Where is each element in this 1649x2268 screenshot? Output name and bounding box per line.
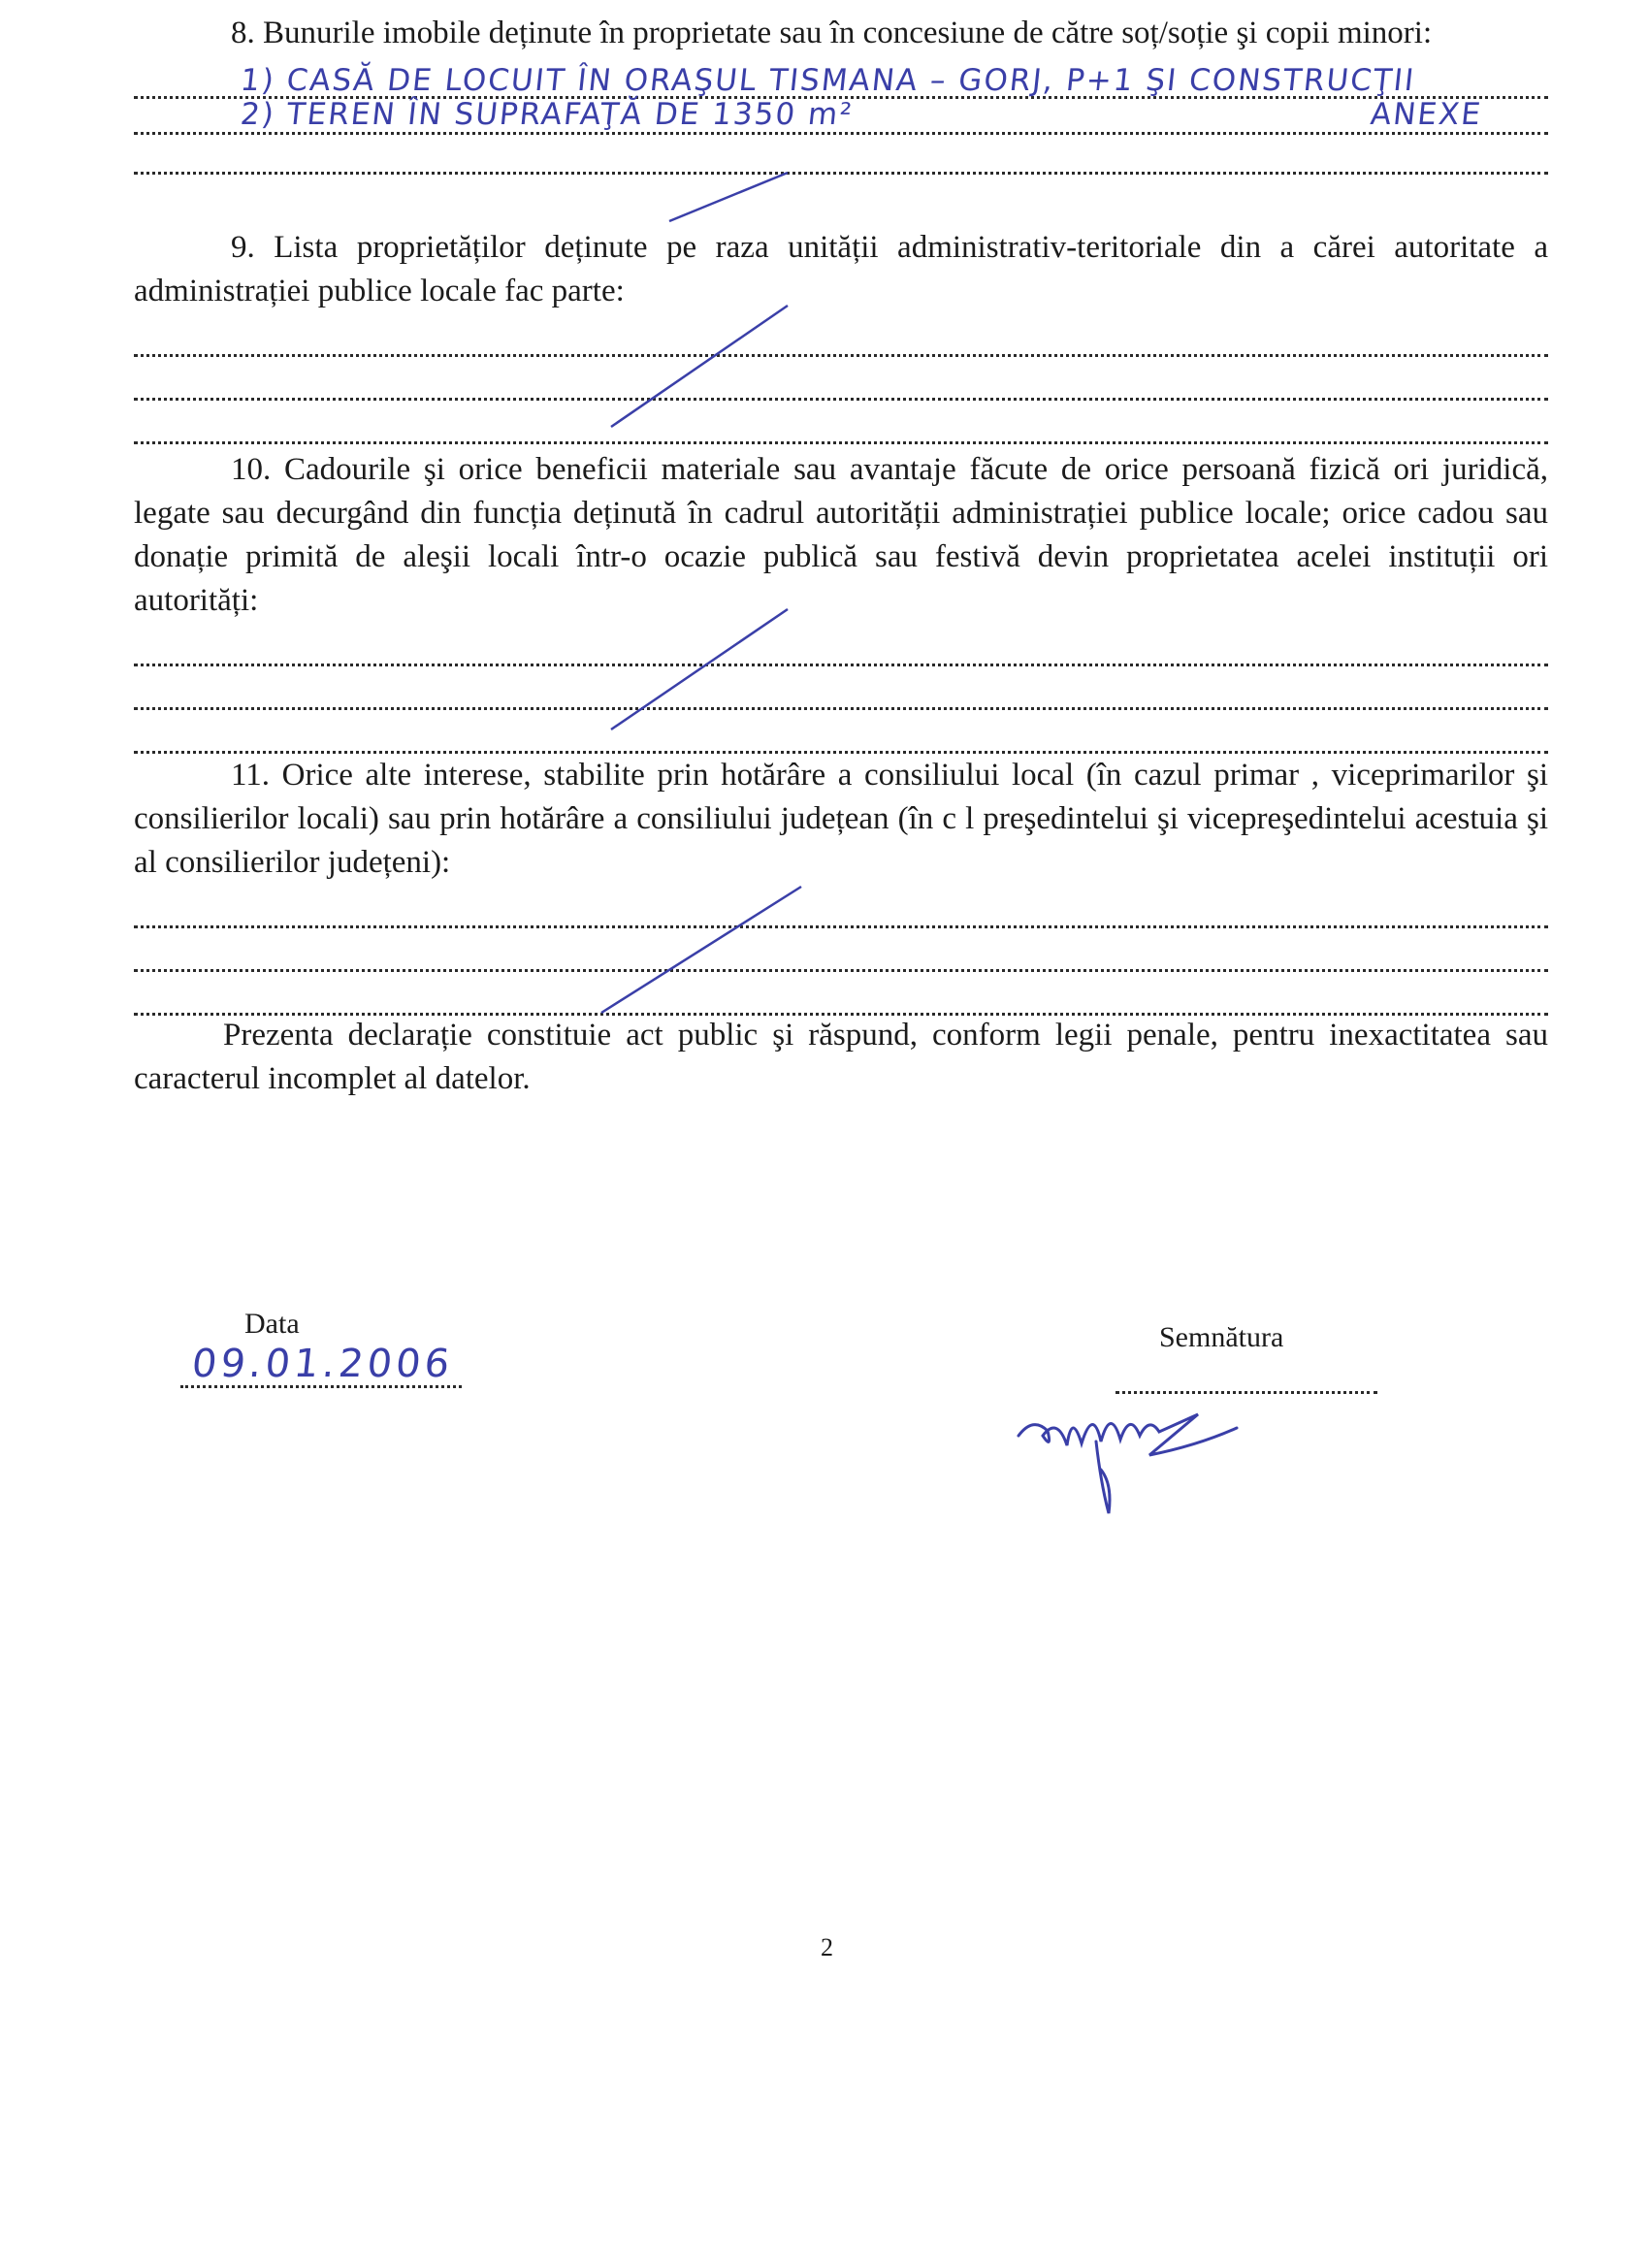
date-dotted-line (180, 1385, 462, 1388)
section-8-text: 8. Bunurile imobile deținute în proprietate sau în concesiune de către soț/soție şi copii minori: (231, 16, 1433, 50)
date-value: 09.01.2006 (189, 1342, 456, 1386)
handwritten-signature (1004, 1377, 1256, 1523)
pen-strike-marks (0, 0, 1649, 1067)
handwritten-entry-2-suffix: ANEXE (1369, 97, 1484, 132)
section-9-text: 9. Lista proprietăților deținute pe raza unității administrativ-teritoriale din a cărei autoritate a administrației publice locale fac parte: (134, 230, 1548, 308)
strike-mark-section-8 (669, 173, 788, 221)
section-11-text: 11. Orice alte interese, stabilite prin hotărâre a consiliului local (în cazul primar , viceprimarilor şi consilierilor locali) sau prin hotărâre a consiliului județean (în c l preşedintelui şi vicepreşedintelui acestuia şi al consilierilor județeni): (134, 758, 1548, 880)
strike-mark-section-10 (611, 609, 788, 729)
handwritten-entry-1: 1) CASĂ DE LOCUIT ÎN ORAŞUL TISMANA – GORJ, P+1 ŞI CONSTRUCŢII (239, 63, 1417, 98)
closing-statement: Prezenta declarație constituie act public şi răspund, conform legii penale, pentru inexactitatea sau caracterul incomplet al datelor. (134, 1018, 1548, 1096)
section-10-text: 10. Cadourile şi orice beneficii materiale sau avantaje făcute de orice persoană fizică ori juridică, legate sau decurgând din funcția deținută în cadrul autorității administrației publice locale; orice cadou sau donație primită de aleşii locali într-o ocazie publică sau festivă devin proprietatea acelei instituții ori autorități: (134, 452, 1548, 618)
date-label: Data (244, 1308, 300, 1340)
strike-mark-section-11 (601, 887, 801, 1013)
handwritten-entry-2: 2) TEREN ÎN SUPRAFAŢĂ DE 1350 m² (239, 97, 856, 132)
page-number: 2 (821, 1933, 833, 1961)
strike-mark-section-9 (611, 306, 788, 427)
signature-label: Semnătura (1159, 1321, 1284, 1353)
